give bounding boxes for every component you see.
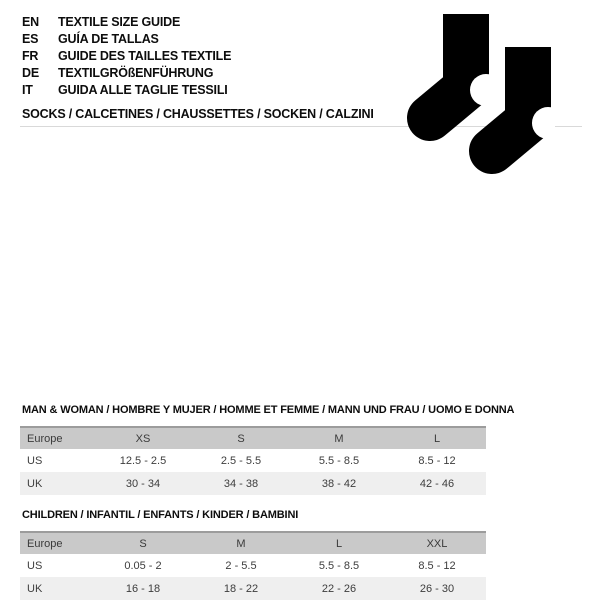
size-cell: 5.5 - 8.5 <box>318 454 360 467</box>
size-cell: 8.5 - 12 <box>418 559 456 572</box>
column-header: M <box>290 427 388 449</box>
language-code: EN <box>22 15 39 29</box>
table-header-row <box>20 427 486 449</box>
size-cell: 0.05 - 2 <box>124 559 162 572</box>
category-heading: SOCKS / CALCETINES / CHAUSSETTES / SOCKEN / CALZINI <box>20 107 582 127</box>
language-label: GUÍA DE TALLAS <box>58 32 159 46</box>
table-row <box>20 472 486 495</box>
size-cell: 42 - 46 <box>419 477 455 490</box>
table-title: CHILDREN / INFANTIL / ENFANTS / KINDER / BAMBINI <box>22 509 299 521</box>
size-cell: 16 - 18 <box>125 582 161 595</box>
language-row <box>22 82 231 99</box>
size-cell: 18 - 22 <box>223 582 259 595</box>
language-row <box>22 14 231 31</box>
man-woman-size-table <box>20 426 486 495</box>
sock-shape <box>492 47 555 151</box>
table-row <box>20 577 486 600</box>
table-header-row <box>20 532 486 554</box>
language-label: GUIDA ALLE TAGLIE TESSILI <box>58 83 228 97</box>
size-cell: 2.5 - 5.5 <box>220 454 262 467</box>
language-code: DE <box>22 66 39 80</box>
column-header: S <box>94 532 192 554</box>
region-cell: US <box>27 454 43 467</box>
column-header: Europe <box>20 532 94 554</box>
table-row <box>20 554 486 577</box>
language-code: FR <box>22 49 39 63</box>
language-label: GUIDE DES TAILLES TEXTILE <box>58 49 232 63</box>
man-woman-section <box>0 404 600 495</box>
children-section <box>0 509 600 600</box>
column-header: Europe <box>20 427 94 449</box>
size-cell: 26 - 30 <box>419 582 455 595</box>
children-size-table <box>20 531 486 600</box>
language-label: TEXTILGRÖßENFÜHRUNG <box>58 66 214 80</box>
size-cell: 30 - 34 <box>125 477 161 490</box>
size-cell: 12.5 - 2.5 <box>119 454 167 467</box>
column-header: L <box>388 427 486 449</box>
size-cell: 34 - 38 <box>223 477 259 490</box>
sock-shape <box>430 14 502 118</box>
region-cell: UK <box>27 477 43 490</box>
column-header: XXL <box>388 532 486 554</box>
language-row <box>22 31 231 48</box>
column-header: M <box>192 532 290 554</box>
region-cell: UK <box>27 582 43 595</box>
table-title: MAN & WOMAN / HOMBRE Y MUJER / HOMME ET FEMME / MANN UND FRAU / UOMO E DONNA <box>22 404 515 416</box>
column-header: S <box>192 427 290 449</box>
socks-icon <box>405 12 555 177</box>
language-row <box>22 48 231 65</box>
language-code: ES <box>22 32 39 46</box>
language-label: TEXTILE SIZE GUIDE <box>58 15 181 29</box>
region-cell: US <box>27 559 43 572</box>
table-row <box>20 449 486 472</box>
size-cell: 38 - 42 <box>321 477 357 490</box>
language-list <box>22 14 231 99</box>
size-cell: 2 - 5.5 <box>225 559 257 572</box>
language-code: IT <box>22 83 33 97</box>
size-cell: 8.5 - 12 <box>418 454 456 467</box>
language-row <box>22 65 231 82</box>
size-cell: 22 - 26 <box>321 582 357 595</box>
size-cell: 5.5 - 8.5 <box>318 559 360 572</box>
column-header: XS <box>94 427 192 449</box>
column-header: L <box>290 532 388 554</box>
